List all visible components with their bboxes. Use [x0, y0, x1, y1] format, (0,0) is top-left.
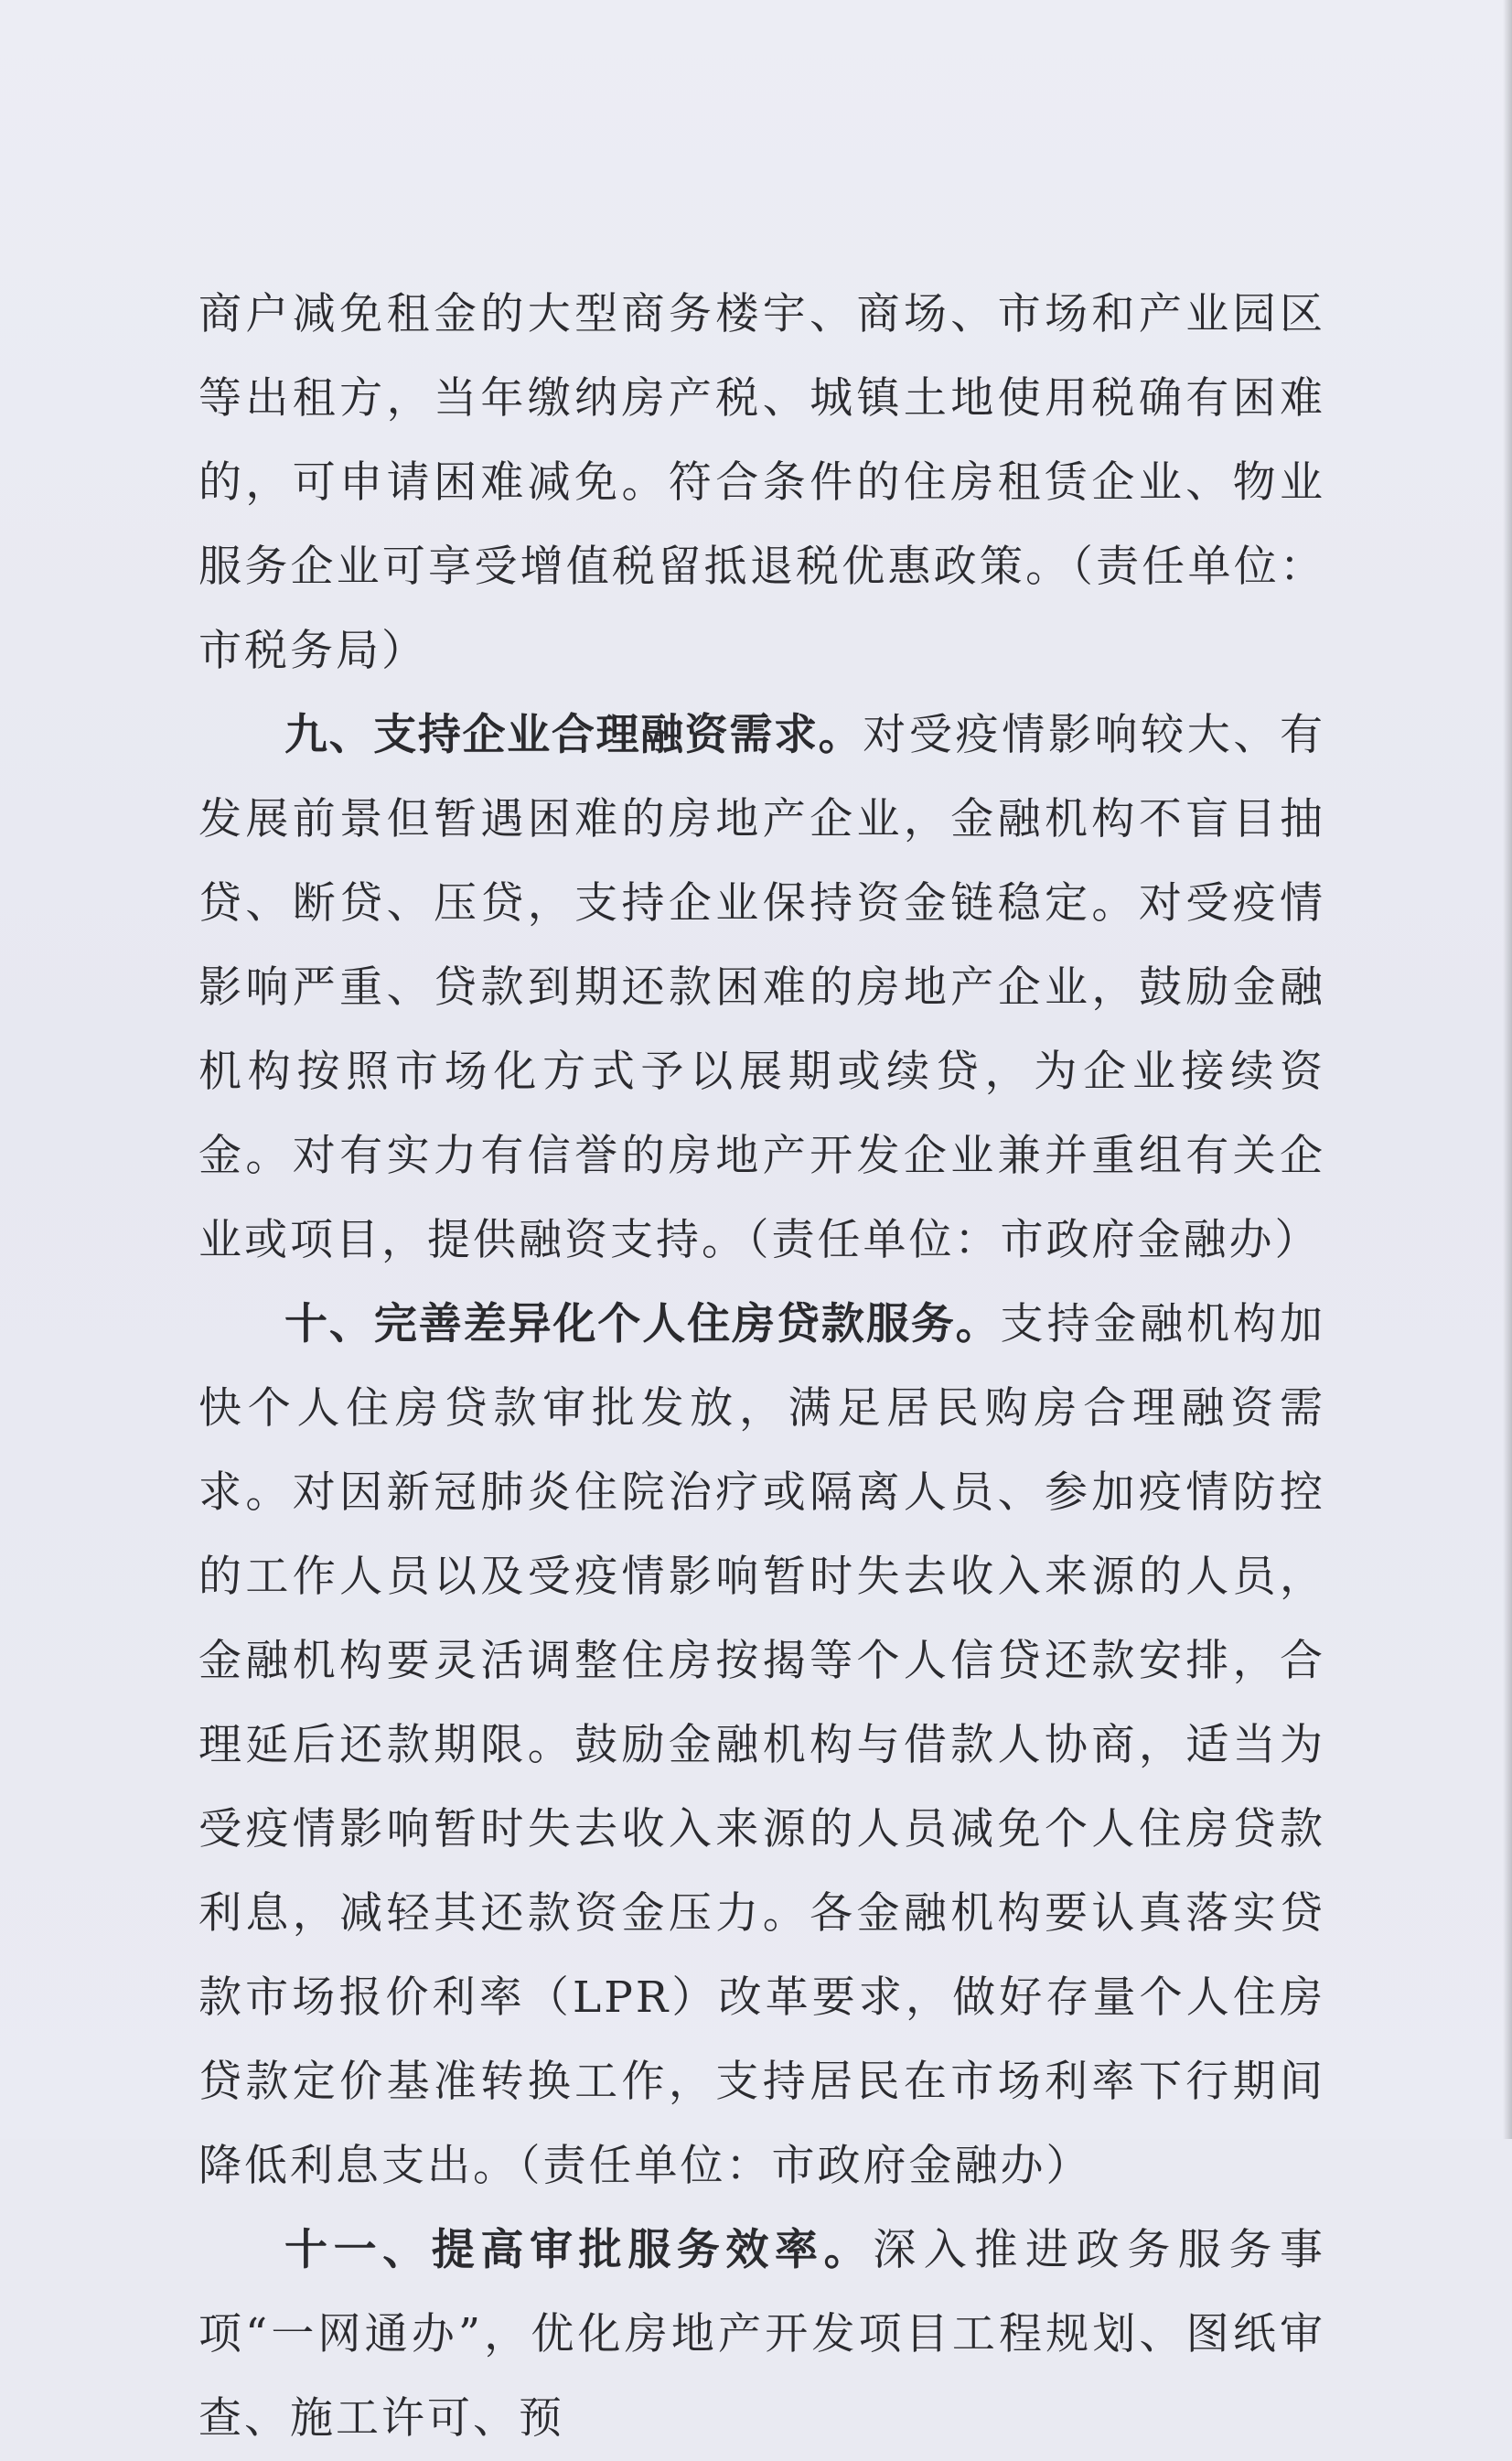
- section-heading-11: 十一、提高审批服务效率。: [284, 2225, 874, 2275]
- section-heading-10: 十、完善差异化个人住房贷款服务。: [284, 1299, 1001, 1349]
- scan-shadow-edge: [1503, 0, 1512, 2139]
- section-heading-9: 九、支持企业合理融资需求。: [284, 710, 863, 760]
- paragraph-text: 支持金融机构加快个人住房贷款审批发放，满足居民购房合理融资需求。对因新冠肺炎住院治疗或隔离人员、参加疫情防控的工作人员以及受疫情影响暂时失去收入来源的人员，金融机构要灵活调整住房按揭等个人信贷还款安排，合理延后还款期限。鼓励金融机构与借款人协商，适当为受疫情影响暂时失去收入来源的人员减免个人住房贷款利息，减轻其还款资金压力。各金融机构要认真落实贷款市场报价利率（LPR）改革要求，做好存量个人住房贷款定价基准转换工作，支持居民在市场利率下行期间降低利息支出。（责任单位：市政府金融办）: [198, 1299, 1326, 2191]
- paragraph-section-9: [198, 693, 1325, 1283]
- paragraph-section-11: [198, 2208, 1325, 2461]
- paragraph-tax-relief: [198, 273, 1325, 693]
- paragraph-section-10: [198, 1283, 1325, 2208]
- document-body: [198, 273, 1325, 2461]
- paragraph-text: 深入推进政务服务事项“一网通办”，优化房地产开发项目工程规划、图纸审查、施工许可、预: [198, 2225, 1326, 2444]
- paragraph-text: 对受疫情影响较大、有发展前景但暂遇困难的房地产企业，金融机构不盲目抽贷、断贷、压贷，支持企业保持资金链稳定。对受疫情影响严重、贷款到期还款困难的房地产企业，鼓励金融机构按照市场化方式予以展期或续贷，为企业接续资金。对有实力有信誉的房地产开发企业兼并重组有关企业或项目，提供融资支持。（责任单位：市政府金融办）: [198, 710, 1326, 1265]
- paragraph-text: 商户减免租金的大型商务楼宇、商场、市场和产业园区等出租方，当年缴纳房产税、城镇土地使用税确有困难的，可申请困难减免。符合条件的住房租赁企业、物业服务企业可享受增值税留抵退税优惠政策。（责任单位：市税务局）: [198, 289, 1325, 676]
